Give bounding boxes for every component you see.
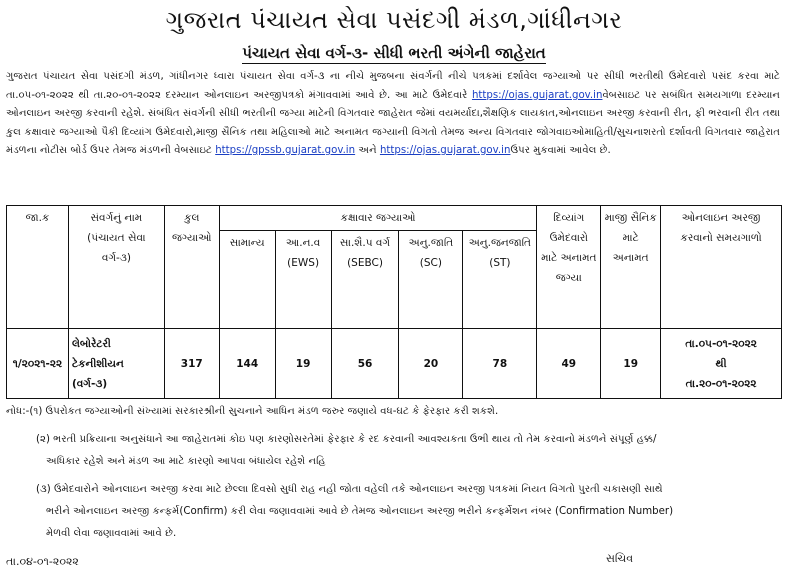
cell-cadre: લેબોરેટરી ટેકનીશીયન (વર્ગ-૩)	[68, 329, 164, 399]
table-header-row	[7, 206, 782, 231]
period-to: તા.૨૦-૦૧-૨૦૨૨	[685, 377, 757, 390]
page-title: ગુજરાત પંચાયત સેવા પસંદગી મંડળ,ગાંધીનગર	[165, 6, 623, 34]
cell-divyang: 49	[537, 329, 601, 399]
header-cadre: સંવર્ગનું નામ (પંચાયત સેવા વર્ગ-૩)	[68, 206, 164, 329]
period-mid: થી	[715, 357, 727, 370]
ojas-link[interactable]: https://ojas.gujarat.gov.in	[471, 89, 603, 101]
cell-sebc: 56	[331, 329, 399, 399]
cell-st: 78	[463, 329, 537, 399]
subtitle-text: પંચાયત સેવા વર્ગ-૩- સીધી ભરતી અંગેની જાહેરાત	[242, 44, 546, 62]
note-3b: ભરીને ઓનલાઇન અરજી કન્ફર્મ(Confirm) કરી લેવા જણાવવામાં આવે છે તેમજ ઓનલાઇન અરજી ભરીને કન્ફર્મેશન નંબર (Confirmation Number)	[46, 506, 674, 517]
header-ex-serviceman: માજી સૈનિક માટે અનામત	[601, 206, 661, 329]
header-total: કુલ જગ્યાઓ	[164, 206, 219, 329]
header-st: અનુ.જનજાતિ (ST)	[463, 231, 537, 329]
footer-date: તા.૦૪-૦૧-૨૦૨૨	[6, 555, 79, 568]
page-subtitle	[0, 44, 788, 62]
gpssb-link[interactable]: https://gpssb.gujarat.gov.in	[215, 145, 356, 156]
cell-sc: 20	[399, 329, 463, 399]
header-category-group: કક્ષાવાર જગ્યાઓ	[219, 206, 537, 231]
vacancy-table	[6, 205, 782, 399]
note-2b: અધિકાર રહેશે અને મંડળ આ માટે કારણો આપવા બંધાયેલ રહેશે નહિ	[46, 456, 326, 467]
cell-period	[661, 329, 782, 399]
header-general: સામાન્ય	[219, 231, 275, 329]
intro-text-1: ગુજરાત પંચાયત સેવા પસંદગી મંડળ, ગાંધીનગર ધ્વારા પંચાયત સેવા વર્ગ-૩ ના નીચે મુજબના સંવર્ગની નીચે પત્રકમાં દર્શાવેલ જગ્યાઓ પર સીધી ભરતીથી ઉમેદવારો પસંદ કરવા માટે તા.૦૫-૦૧-૨૦૨૨ થી તા.૨૦-૦૧-૨૦૨૨ દરમ્યાન ઓનલાઇન અરજીપત્રકો મંગાવવામાં આવે છે. આ માટે ઉમેદવારે	[6, 71, 780, 101]
header-period: ઓનલાઇન અરજી કરવાનો સમયગાળો	[661, 206, 782, 329]
period-from: તા.૦૫-૦૧-૨૦૨૨	[685, 337, 757, 350]
note-3a: (૩) ઉમેદવારોને ઓનલાઇન અરજી કરવા માટે છેલ્લા દિવસો સુધી રાહ નહી જોતા વહેલી તકે ઓનલાઇન અરજી પત્રકમાં નિયત વિગતો પુરતી ચકાસણી સાથે	[36, 484, 663, 495]
header-sc: અનુ.જાતિ (SC)	[399, 231, 463, 329]
note-2a: (૨) ભરતી પ્રક્રિયાના અનુસંધાને આ જાહેરાતમાં કોઇ પણ કારણોસરતેમાં ફેરફાર કે રદ કરવાની આવશ્યકતા ઉભી થાય તો તેમ કરવાનો મંડળને સંપૂર્ણ હક્ક/	[36, 434, 657, 445]
header-serial: જા.ક	[7, 206, 69, 329]
header-sebc: સા.શૈ.પ વર્ગ (SEBC)	[331, 231, 399, 329]
footer-signatory: સચિવ	[606, 552, 634, 565]
intro-paragraph	[6, 68, 780, 161]
cell-serial: ૧/૨૦૨૧-૨૨	[7, 329, 69, 399]
intro-text-3: અને	[355, 145, 380, 156]
note-1: નોધ:-(૧) ઉપરોકત જગ્યાઓની સંખ્યામાં સરકારશ્રીની સુચનાને આધિન મંડળ જરુર જણાયે વધ-ઘટ કે ફેરફાર કરી શકશે.	[6, 406, 499, 417]
cell-total: 317	[164, 329, 219, 399]
cell-general: 144	[219, 329, 275, 399]
ojas-link-2[interactable]: https://ojas.gujarat.gov.in	[379, 145, 511, 156]
cell-ex-serviceman: 19	[601, 329, 661, 399]
cell-ews: 19	[275, 329, 331, 399]
note-3c: મેળવી લેવા જણાવવામાં આવે છે.	[46, 528, 177, 539]
intro-text-4: ઉપર મુકવામાં આવેલ છે.	[510, 145, 611, 156]
header-divyang: દિવ્યાંગ ઉમેદવારો માટે અનામત જગ્યા	[537, 206, 601, 329]
header-ews: આ.ન.વ (EWS)	[275, 231, 331, 329]
table-row	[7, 329, 782, 399]
intro-text-2: વેબસાઇટ પર સબંધિત સમયગાળા દરમ્યાન ઓનલાઇન અરજી કરવાની રહેશે. સંબંધિત સંવર્ગની સીધી ભરતીની જગ્યા માટેની વિગતવાર જાહેરાત જેમાં વયમર્યાદા,શૈક્ષણિક લાયકાત,ઓનલાઇન અરજી કરવાની રીત, ફી ભરવાની રીત તથા કુલ કક્ષાવાર જગ્યાઓ પૈકી દિવ્યાંગ ઉમેદવારો,માજી સૈનિક તથા મહિલાઓ માટે અનામત જગ્યાની વિગતો તેમજ અન્ય વિગતવાર જોગવાઇઓમાહિતી/સુચનાશરતો દર્શાવતી વિગતવાર જાહેરાત મંડળના નોટીસ બોર્ડ ઉપર તેમજ મંડળની વેબસાઇટ	[6, 89, 780, 156]
